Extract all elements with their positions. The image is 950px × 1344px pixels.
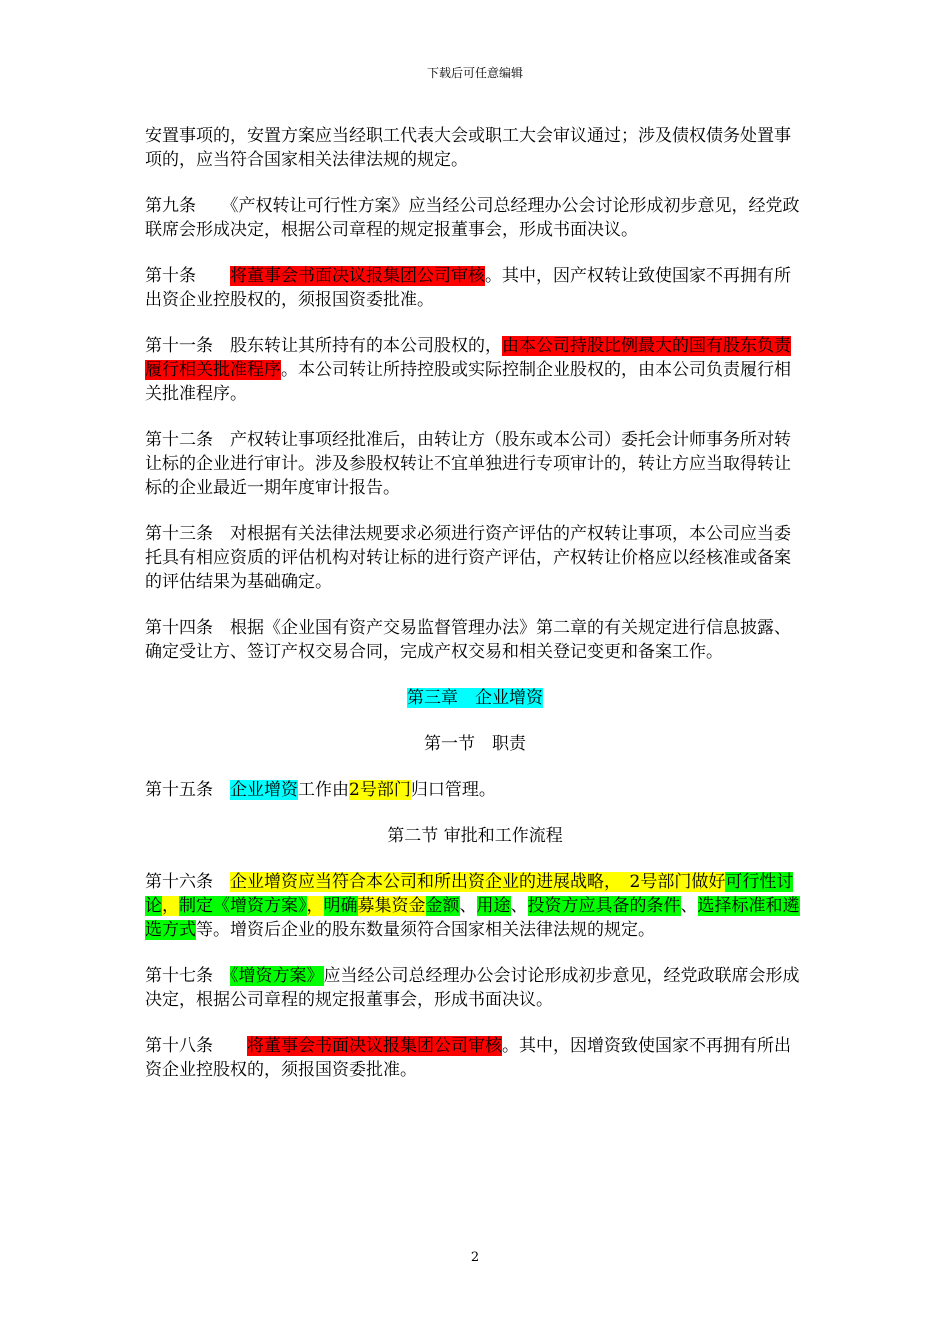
article-14-number: 第十四条 xyxy=(145,618,213,638)
article-16-sep-1: ， xyxy=(162,896,179,916)
article-10-highlight: 将董事会书面决议报集团公司审核 xyxy=(230,266,485,286)
chapter-3-heading xyxy=(145,686,805,710)
article-16-sep-2: ， xyxy=(306,896,324,916)
article-15-highlight-subject: 企业增资 xyxy=(230,780,298,800)
article-16-sep-5: 、 xyxy=(510,896,528,916)
article-9-text: 《产权转让可行性方案》应当经公司总经理办公会讨论形成初步意见，经党政联席会形成决定，根据公司章程的规定报董事会，形成书面决议。 xyxy=(145,196,800,240)
article-16-sep-6: 、 xyxy=(680,896,698,916)
article-17 xyxy=(145,964,805,1012)
chapter-3-title: 第三章 企业增资 xyxy=(407,688,543,708)
section-1-heading: 第一节 职责 xyxy=(424,734,526,754)
article-16-highlight-3: 明确 xyxy=(323,896,358,916)
article-18-number: 第十八条 xyxy=(145,1036,213,1056)
article-10-number: 第十条 xyxy=(145,266,196,286)
article-11-text: 。本公司转让所持控股或实际控制企业股权的，由本公司负责履行相关批准程序。 xyxy=(145,360,791,404)
article-17-text: 应当经公司总经理办公会讨论形成初步意见，经党政联席会形成决定，根据公司章程的规定报董事会，形成书面决议。 xyxy=(145,966,800,1010)
article-18 xyxy=(145,1034,805,1082)
article-12-text: 产权转让事项经批准后，由转让方（股东或本公司）委托会计师事务所对转让标的企业进行审计。涉及参股权转让不宜单独进行专项审计的，转让方应当取得转让标的企业最近一期年度审计报告。 xyxy=(145,430,791,498)
article-11-highlight: 由本公司持股比例最大的国有股东负责履行相关批准程序 xyxy=(145,336,791,380)
article-16-sep-3: 募集资金 xyxy=(357,896,426,916)
article-16-highlight-yellow: 企业增资应当符合本公司和所出资企业的进展战略， 2号部门做好 xyxy=(230,872,726,892)
article-9 xyxy=(145,194,805,242)
article-9-number: 第九条 xyxy=(145,196,196,216)
article-16-highlight-4: 金额 xyxy=(425,896,460,916)
article-16-text: 等。增资后企业的股东数量须符合国家相关法律法规的规定。 xyxy=(196,920,655,940)
article-16 xyxy=(145,870,805,942)
article-11 xyxy=(145,334,805,406)
article-12-number: 第十二条 xyxy=(145,430,213,450)
article-15-mid: 工作由 xyxy=(298,780,349,800)
article-13 xyxy=(145,522,805,594)
article-13-number: 第十三条 xyxy=(145,524,213,544)
page-header: 下载后可任意编辑 xyxy=(426,66,523,80)
article-11-pre: 股东转让其所持有的本公司股权的， xyxy=(230,336,502,356)
article-10-text: 。其中，因产权转让致使国家不再拥有所出资企业控股权的，须报国资委批准。 xyxy=(145,266,791,310)
article-18-highlight: 将董事会书面决议报集团公司审核 xyxy=(247,1036,502,1056)
article-12 xyxy=(145,428,805,500)
article-15-highlight-dept: 2号部门 xyxy=(349,780,411,800)
page-number: 2 xyxy=(470,1250,480,1265)
paragraph-intro: 安置事项的，安置方案应当经职工代表大会或职工大会审议通过；涉及债权债务处置事项的，应当符合国家相关法律法规的规定。 xyxy=(145,126,791,170)
section-2-heading: 第二节 审批和工作流程 xyxy=(387,826,563,846)
article-17-highlight: 《增资方案》 xyxy=(230,966,324,986)
article-16-sep-4: 、 xyxy=(459,896,477,916)
article-10 xyxy=(145,264,805,312)
article-11-number: 第十一条 xyxy=(145,336,213,356)
article-14-text: 根据《企业国有资产交易监督管理办法》第二章的有关规定进行信息披露、确定受让方、签订产权交易合同，完成产权交易和相关登记变更和备案工作。 xyxy=(145,618,791,662)
article-14 xyxy=(145,616,805,664)
article-16-number: 第十六条 xyxy=(145,872,213,892)
article-16-highlight-5: 用途 xyxy=(476,896,511,916)
article-15-number: 第十五条 xyxy=(145,780,213,800)
article-13-text: 对根据有关法律法规要求必须进行资产评估的产权转让事项，本公司应当委托具有相应资质的评估机构对转让标的进行资产评估，产权转让价格应以经核准或备案的评估结果为基础确定。 xyxy=(145,524,791,592)
article-16-highlight-2: 制定《增资方案》 xyxy=(179,896,307,916)
document-body xyxy=(145,124,805,1104)
article-15 xyxy=(145,778,805,802)
article-16-highlight-1: 可行性讨论 xyxy=(145,872,794,916)
article-17-number: 第十七条 xyxy=(145,966,213,986)
article-18-text: 。其中，因增资致使国家不再拥有所出资企业控股权的，须报国资委批准。 xyxy=(145,1036,791,1080)
article-16-highlight-6: 投资方应具备的条件 xyxy=(527,896,681,916)
article-16-highlight-7: 选择标准和遴选方式 xyxy=(145,896,800,940)
article-15-text: 归口管理。 xyxy=(410,780,496,800)
